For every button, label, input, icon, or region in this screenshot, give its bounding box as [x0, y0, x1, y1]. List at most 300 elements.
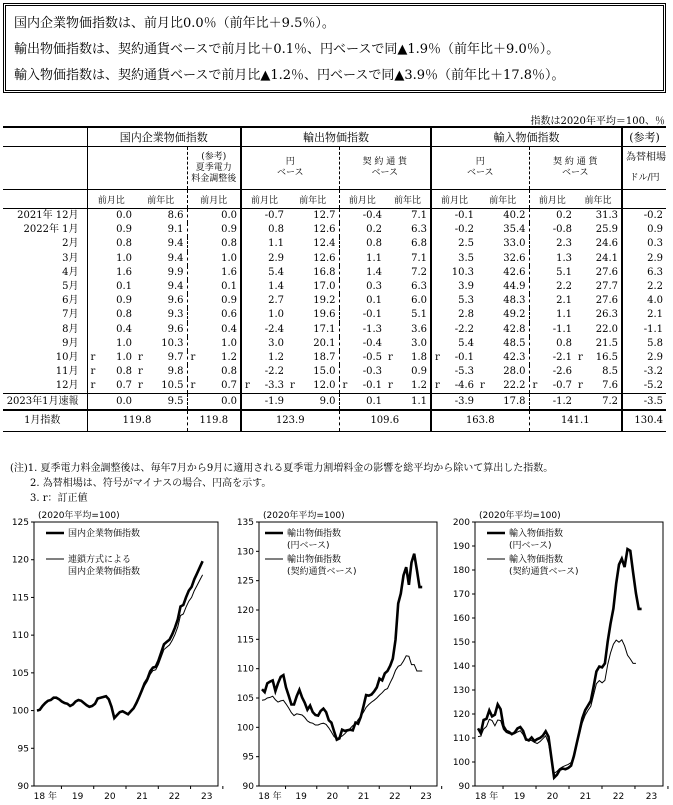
table-cell: 0.4 [87, 323, 135, 337]
row-label: 2021年 12月 [17, 210, 79, 222]
colhead-lead [3, 190, 87, 209]
subhead-exp-contract: 契 約 通 貨 ベース [339, 147, 431, 190]
revision-mark: r [190, 380, 196, 392]
col-header: 前年比 [385, 190, 431, 209]
revision-mark: r [342, 380, 348, 392]
table-cell: 0.8 [87, 308, 135, 322]
y-tick-label: 110 [236, 664, 254, 675]
y-tick-label: 130 [236, 547, 254, 558]
table-cell: 2.3 [529, 237, 575, 251]
chart-domestic [0, 508, 228, 805]
col-header: 前年比 [477, 190, 529, 209]
note-3: 3. r：訂正値 [10, 493, 88, 504]
row-label: 4月 [62, 266, 79, 278]
legend-label: 輸入物価指数 [509, 555, 564, 565]
col-header: 前月比 [529, 190, 575, 209]
y-tick-label: 190 [452, 542, 470, 552]
x-tick-label: 22 [168, 792, 181, 802]
table-cell: 1.0 [87, 252, 135, 266]
subhead-dome-ref: (参考) 夏季電力 料金調整後 [187, 147, 241, 190]
y-tick-label: 200 [452, 518, 470, 528]
table-cell: -0.1 [431, 209, 477, 224]
revision-mark: r [578, 351, 583, 363]
table-cell: r 9.8 [138, 366, 184, 378]
table-cell: r -0.7 [529, 379, 575, 394]
table-cell: 2.9 [622, 252, 666, 266]
row-label: 10月 [55, 351, 79, 363]
table-cell: 5.3 [431, 294, 477, 308]
table-cell: 9.4 [167, 252, 184, 264]
table-cell: 18.7 [313, 351, 336, 363]
table-cell: 1.0 [87, 337, 135, 351]
table-cell: -0.4 [339, 337, 385, 351]
y-tick-label: 140 [452, 662, 470, 672]
table-cell: 0.8 [187, 237, 241, 251]
table-cell: 7.2 [411, 266, 428, 278]
table-cell: 21.5 [595, 337, 619, 349]
legend-label: (契約通貨ベース) [287, 567, 357, 577]
table-cell: 9.4 [167, 281, 184, 293]
table-cell: 42.8 [503, 323, 526, 335]
table-row [3, 209, 666, 224]
x-tick-label: 23 [200, 792, 213, 802]
table-cell: 9.9 [167, 266, 184, 278]
table-cell: 0.8 [187, 365, 241, 379]
table-row [3, 223, 666, 237]
table-cell: 1.1 [385, 394, 431, 410]
table-cell: -0.4 [339, 209, 385, 224]
table-cell: -1.3 [339, 323, 385, 337]
table-cell: r -0.1 [339, 379, 385, 394]
x-tick-label: 22 [612, 792, 625, 802]
x-tick-label: 23 [645, 792, 658, 802]
x-tick-label: 20 [546, 792, 559, 802]
index-cell: 141.1 [529, 410, 622, 432]
table-cell: 42.6 [503, 266, 526, 278]
series-line-thin [37, 575, 203, 718]
chart-title: (2020年平均=100) [263, 511, 345, 521]
table-cell: 49.2 [503, 309, 526, 321]
table-cell: 15.0 [313, 366, 336, 378]
y-tick-label: 115 [236, 635, 254, 646]
table-cell: 0.3 [622, 237, 666, 251]
table-cell: 20.1 [313, 337, 336, 349]
x-tick-label: 22 [389, 792, 401, 802]
legend-label: 輸出物価指数 [287, 529, 342, 539]
note-2: 2. 為替相場は、符号がマイナスの場合、円高を示す。 [10, 478, 272, 489]
y-tick-label: 100 [452, 758, 470, 768]
x-tick-label: 21 [579, 792, 592, 802]
table-cell: r 22.2 [480, 380, 526, 392]
table-cell: r 1.0 [87, 351, 135, 365]
col-header: 前月比 [241, 190, 287, 209]
series-line-bold [478, 549, 642, 778]
legend-label: (契約通貨ベース) [509, 567, 579, 577]
table-cell: 0.0 [187, 394, 241, 410]
table-cell: 5.4 [431, 337, 477, 351]
table-cell: 0.3 [339, 280, 385, 294]
row-label: 7月 [62, 309, 79, 321]
series-line-thin [262, 656, 422, 739]
y-tick-label: 105 [236, 694, 254, 704]
table-cell: -2.2 [241, 365, 287, 379]
table-cell: 2.7 [241, 294, 287, 308]
table-cell: r -3.3 [241, 379, 287, 394]
table-cell: 16.8 [313, 266, 336, 278]
table-cell: 2.9 [622, 351, 666, 365]
table-cell: 1.1 [529, 308, 575, 322]
table-cell: 33.0 [503, 238, 526, 250]
row-label: 6月 [62, 295, 79, 307]
table-row [3, 237, 666, 251]
y-tick-label: 120 [236, 606, 254, 616]
index-cell: 123.9 [241, 410, 339, 432]
table-cell: 25.9 [595, 224, 619, 236]
table-cell: r 0.8 [87, 365, 135, 379]
table-row [3, 323, 666, 337]
x-tick-label: 19 [295, 792, 307, 802]
table-cell: 6.0 [411, 295, 428, 307]
row-label: 8月 [62, 323, 79, 335]
table-cell: -1.2 [529, 394, 575, 410]
table-cell: 0.1 [87, 280, 135, 294]
y-tick-label: 95 [242, 752, 254, 763]
table-cell: 0.0 [87, 394, 135, 410]
table-cell: 27.6 [595, 266, 619, 278]
table-cell: 12.4 [313, 238, 336, 250]
chart-title: (2020年平均=100) [479, 511, 561, 521]
table-cell: 0.8 [87, 237, 135, 251]
table-cell: 9.1 [167, 224, 184, 236]
y-tick-label: 150 [452, 638, 470, 648]
x-tick-label: 23 [420, 792, 432, 802]
row-label: 2022年 1月 [23, 224, 79, 236]
table-cell: 3.0 [411, 337, 428, 349]
y-tick-label: 130 [452, 686, 470, 696]
table-cell: 2.9 [241, 252, 287, 266]
y-tick-label: 115 [11, 593, 29, 604]
table-cell: 6.3 [411, 224, 428, 236]
chart-export [225, 508, 447, 805]
chart-import [447, 508, 673, 805]
x-tick-label: 18 年 [258, 792, 282, 802]
table-cell: 0.1 [339, 394, 385, 410]
index-row-label: 1月指数 [3, 410, 87, 432]
table-cell: 0.2 [529, 209, 575, 224]
revision-mark: r [90, 380, 96, 392]
table-cell: r 12.0 [290, 380, 336, 392]
revision-mark: r [138, 366, 143, 378]
y-tick-label: 170 [452, 590, 470, 600]
table-row [3, 280, 666, 294]
col-header: 前年比 [575, 190, 622, 209]
table-cell: 2.1 [622, 308, 666, 322]
table-cell: -0.1 [339, 308, 385, 322]
table-cell: 0.4 [187, 323, 241, 337]
legend-label: 国内企業物価指数 [68, 567, 141, 577]
col-header: 前年比 [287, 190, 339, 209]
table-cell: 1.3 [529, 252, 575, 266]
x-tick-label: 19 [513, 792, 526, 802]
legend-label: 輸入物価指数 [509, 529, 564, 539]
table-cell: 27.7 [595, 281, 619, 293]
y-tick-label: 90 [242, 782, 254, 792]
table-cell: 1.6 [87, 266, 135, 280]
table-cell: r 0.7 [187, 379, 241, 394]
x-tick-label: 20 [104, 792, 116, 802]
table-cell: 0.8 [241, 223, 287, 237]
group-export: 輸出物価指数 [241, 127, 431, 147]
x-tick-label: 19 [71, 792, 84, 802]
summary-line-export: 輸出物価指数は、契約通貨ベースで前月比＋0.1％、円ベースで同▲1.9％（前年比＋9.0％）。 [14, 42, 560, 57]
table-cell: -3.2 [622, 365, 666, 379]
table-cell: r 1.2 [187, 351, 241, 365]
table-cell: -0.8 [529, 223, 575, 237]
x-tick-label: 18 年 [474, 792, 499, 802]
table-cell: 0.9 [87, 294, 135, 308]
footnotes [10, 461, 553, 506]
table-row [3, 308, 666, 322]
y-tick-label: 120 [452, 710, 470, 720]
table-cell: 24.1 [595, 252, 619, 264]
price-index-table [3, 126, 666, 432]
table-cell: 19.6 [313, 309, 336, 321]
plot-frame [475, 522, 663, 786]
table-row [3, 252, 666, 266]
revision-mark: r [532, 380, 538, 392]
table-cell: 1.0 [187, 337, 241, 351]
revision-mark: r [138, 380, 143, 392]
legend-label: 輸出物価指数 [287, 555, 342, 565]
table-cell: -0.2 [431, 223, 477, 237]
y-tick-label: 110 [11, 631, 29, 642]
table-cell: 1.1 [241, 237, 287, 251]
table-cell: 44.9 [503, 281, 526, 293]
fx-label: 為替相場 [626, 152, 667, 163]
row-label: 12月 [55, 380, 79, 392]
table-cell: -0.7 [241, 209, 287, 224]
revision-mark: r [578, 380, 583, 392]
table-cell: 8.6 [167, 210, 184, 222]
table-cell: 9.3 [167, 309, 184, 321]
group-domestic: 国内企業物価指数 [87, 127, 241, 147]
units-note: 指数は2020年平均＝100、％ [530, 116, 665, 127]
table-cell: 9.0 [287, 394, 339, 410]
table-cell: 27.6 [595, 295, 619, 307]
table-cell: 5.4 [241, 266, 287, 280]
table-cell: 1.1 [339, 252, 385, 266]
table-row [3, 351, 666, 365]
table-cell: r -4.6 [431, 379, 477, 394]
table-cell: 40.2 [503, 210, 526, 222]
table-cell: 0.9 [622, 223, 666, 237]
table-cell: 6.8 [411, 238, 428, 250]
table-row [3, 294, 666, 308]
subhead-exp-yen: 円 ベース [241, 147, 339, 190]
index-cell: 109.6 [339, 410, 431, 432]
y-tick-label: 120 [11, 555, 29, 566]
table-cell: 4.0 [622, 294, 666, 308]
table-cell: 10.3 [431, 266, 477, 280]
table-cell: -2.6 [529, 365, 575, 379]
table-cell: 8.5 [602, 366, 619, 378]
table-cell: 0.0 [87, 209, 135, 224]
col-header: 前月比 [87, 190, 135, 209]
table-cell: -1.1 [622, 323, 666, 337]
table-cell: 3.9 [431, 280, 477, 294]
table-cell: 7.1 [411, 210, 428, 222]
series-line-bold [37, 561, 203, 718]
table-cell: -3.9 [431, 394, 477, 410]
table-cell: 0.6 [187, 308, 241, 322]
col-header-fx [622, 190, 666, 209]
y-tick-label: 125 [236, 576, 254, 587]
row-label: 2023年1月速報 [3, 394, 87, 410]
index-row [3, 410, 666, 432]
table-row [3, 365, 666, 379]
y-tick-label: 180 [452, 566, 470, 576]
table-cell: 9.5 [135, 394, 187, 410]
revision-mark: r [190, 351, 196, 363]
index-cell: 130.4 [622, 410, 666, 432]
table-row [3, 379, 666, 394]
index-cell: 119.8 [87, 410, 187, 432]
plot-frame [259, 522, 437, 786]
table-cell: -2.4 [241, 323, 287, 337]
table-cell: 2.2 [622, 280, 666, 294]
revision-mark: r [138, 351, 143, 363]
y-tick-label: 125 [11, 518, 29, 528]
table-cell: 32.6 [503, 252, 526, 264]
x-tick-label: 20 [326, 792, 339, 802]
table-cell: 0.9 [187, 294, 241, 308]
table-cell: 1.6 [187, 266, 241, 280]
x-tick-label: 21 [357, 792, 370, 802]
index-cell: 163.8 [431, 410, 529, 432]
table-cell: -0.3 [339, 365, 385, 379]
table-cell: 24.6 [595, 238, 619, 250]
y-tick-label: 105 [11, 668, 29, 679]
table-cell: 19.2 [313, 295, 336, 307]
table-cell: 0.9 [411, 366, 428, 378]
table-cell: 0.9 [87, 223, 135, 237]
series-line-thin [478, 640, 636, 774]
col-header: 前月比 [339, 190, 385, 209]
subhead-fx [622, 147, 666, 190]
table-cell: 12.6 [313, 224, 336, 236]
note-1: (注)1. 夏季電力料金調整後は、毎年7月から9月に適用される夏季電力割増料金の影響を総平均から除いて算出した指数。 [10, 463, 554, 474]
table-cell: 3.5 [431, 252, 477, 266]
table-cell: 9.4 [167, 238, 184, 250]
table-cell: 3.0 [241, 337, 287, 351]
revision-mark: r [245, 380, 250, 392]
table-cell: -5.2 [622, 379, 666, 394]
table-cell: -0.5 [339, 351, 385, 365]
chart-title: (2020年平均=100) [38, 511, 120, 521]
table-cell: r 10.5 [138, 380, 184, 392]
table-row [3, 394, 666, 410]
y-tick-label: 110 [452, 734, 470, 744]
revision-mark: r [388, 351, 393, 363]
index-cell: 119.8 [187, 410, 241, 432]
table-cell: r 16.5 [578, 351, 619, 363]
table-cell: 31.3 [595, 210, 619, 222]
table-cell: 7.2 [575, 394, 622, 410]
table-cell: 1.0 [241, 308, 287, 322]
table-cell: r -0.1 [431, 351, 477, 365]
table-cell: 48.3 [503, 295, 526, 307]
table-cell: -0.2 [622, 209, 666, 224]
table-cell: r 0.7 [87, 379, 135, 394]
summary-line-import: 輸入物価指数は、契約通貨ベースで前月比▲1.2％、円ベースで同▲3.9％（前年比＋17.8％）。 [14, 68, 565, 83]
table-cell: 2.1 [529, 294, 575, 308]
revision-mark: r [290, 380, 295, 392]
summary-box [3, 3, 666, 93]
row-label: 9月 [62, 337, 79, 349]
col-header: 前月比 [431, 190, 477, 209]
revision-mark: r [435, 380, 440, 392]
x-tick-label: 18 年 [33, 792, 57, 802]
table-cell: 0.8 [529, 337, 575, 351]
table-cell: 48.5 [503, 337, 526, 349]
table-cell: 5.1 [411, 309, 428, 321]
y-tick-label: 135 [236, 518, 254, 528]
legend-label: 国内企業物価指数 [68, 529, 141, 539]
table-cell: r 9.7 [138, 351, 184, 363]
table-cell: 3.6 [411, 323, 428, 335]
legend-label: 連鎖方式による [68, 555, 132, 565]
group-import: 輸入物価指数 [431, 127, 622, 147]
table-cell: -1.9 [241, 394, 287, 410]
table-cell: 10.3 [161, 337, 184, 349]
table-cell: 26.3 [595, 309, 619, 321]
table-cell: 0.8 [339, 237, 385, 251]
row-label: 5月 [62, 281, 79, 293]
table-cell: 7.1 [411, 252, 428, 264]
y-tick-label: 100 [236, 723, 254, 734]
revision-mark: r [388, 380, 393, 392]
y-tick-label: 95 [17, 744, 29, 755]
y-tick-label: 90 [17, 782, 29, 792]
table-cell: 2.2 [529, 280, 575, 294]
table-cell: 0.0 [187, 209, 241, 224]
legend-label: (円ベース) [509, 541, 552, 551]
table-cell: 5.1 [529, 266, 575, 280]
table-cell: 12.7 [313, 210, 336, 222]
corner-cell [3, 127, 87, 147]
subhead-imp-contract: 契 約 通 貨 ベース [529, 147, 622, 190]
table-cell: r 1.8 [388, 351, 428, 363]
subhead-imp-yen: 円 ベース [431, 147, 529, 190]
table-cell: 17.1 [313, 323, 336, 335]
table-cell: 42.3 [503, 351, 526, 363]
table-cell: 2.5 [431, 237, 477, 251]
table-cell: 1.0 [187, 252, 241, 266]
table-cell: -5.3 [431, 365, 477, 379]
table-cell: 6.3 [622, 266, 666, 280]
table-cell: 28.0 [503, 366, 526, 378]
table-row [3, 337, 666, 351]
revision-mark: r [90, 366, 96, 378]
table-cell: 6.3 [411, 281, 428, 293]
table-cell: 1.4 [241, 280, 287, 294]
revision-mark: r [435, 351, 440, 363]
x-tick-label: 21 [136, 792, 148, 802]
y-tick-label: 160 [452, 614, 470, 624]
table-cell: 0.2 [339, 223, 385, 237]
table-cell: 17.8 [477, 394, 529, 410]
revision-mark: r [90, 351, 96, 363]
